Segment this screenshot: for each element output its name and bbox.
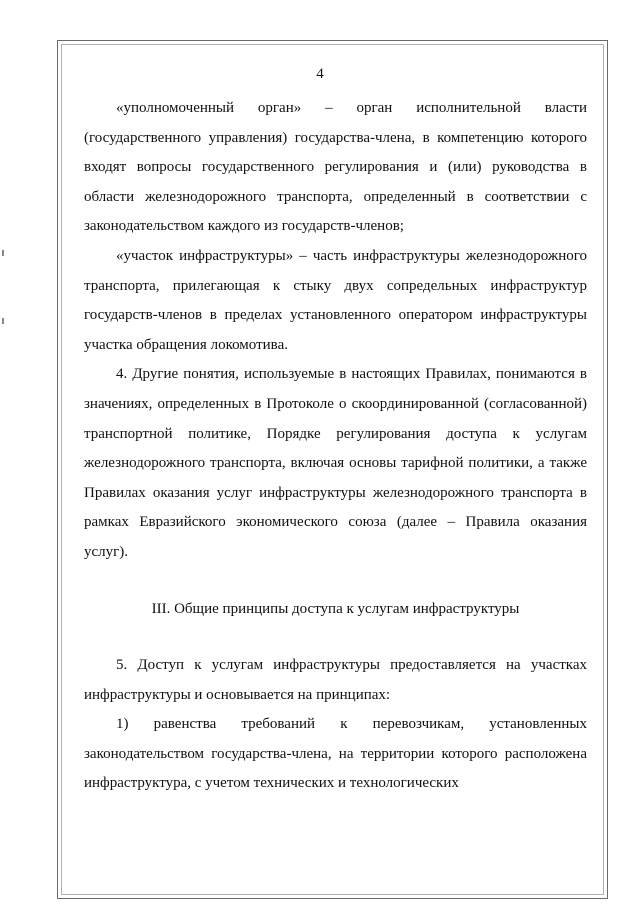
paragraph-access-principles: 5. Доступ к услугам инфраструктуры предоставляется на участках инфраструктуры и основывается на принципах: <box>84 657 587 703</box>
paragraph-infrastructure-section: «участок инфраструктуры» – часть инфраструктуры железнодорожного транспорта, прилегающая к стыку двух сопредельных инфраструктур государств-членов в пределах установленного оператором инфраструктуры участка обращения локомотива. <box>84 247 587 353</box>
paragraph-authorized-body: «уполномоченный орган» – орган исполнительной власти (государственного управления) государства-члена, в компетенцию которого входят вопросы государственного регулирования и (или) руководства в области железнодорожного транспорта, определенный в соответствии с законодательством каждого из государств-членов; <box>84 100 587 235</box>
paragraph-equality-requirements: 1) равенства требований к перевозчикам, установленных законодательством государства-члена, на территории которого расположена инфраструктура, с учетом технических и технологических <box>84 716 587 792</box>
margin-mark <box>2 318 4 324</box>
section-heading: III. Общие принципы доступа к услугам инфраструктуры <box>151 601 520 617</box>
body-text-top <box>84 94 587 568</box>
margin-mark <box>2 250 4 256</box>
paragraph-other-terms: 4. Другие понятия, используемые в настоящих Правилах, понимаются в значениях, определенных в Протоколе о скоординированной (согласованной) транспортной политике, Порядке регулирования доступа к услугам железнодорожного транспорта, включая основы тарифной политики, а также Правилах оказания услуг инфраструктуры железнодорожного транспорта в рамках Евразийского экономического союза (далее – Правила оказания услуг). <box>84 366 587 560</box>
body-text-bottom <box>84 651 587 799</box>
page-number: 4 <box>316 66 324 82</box>
